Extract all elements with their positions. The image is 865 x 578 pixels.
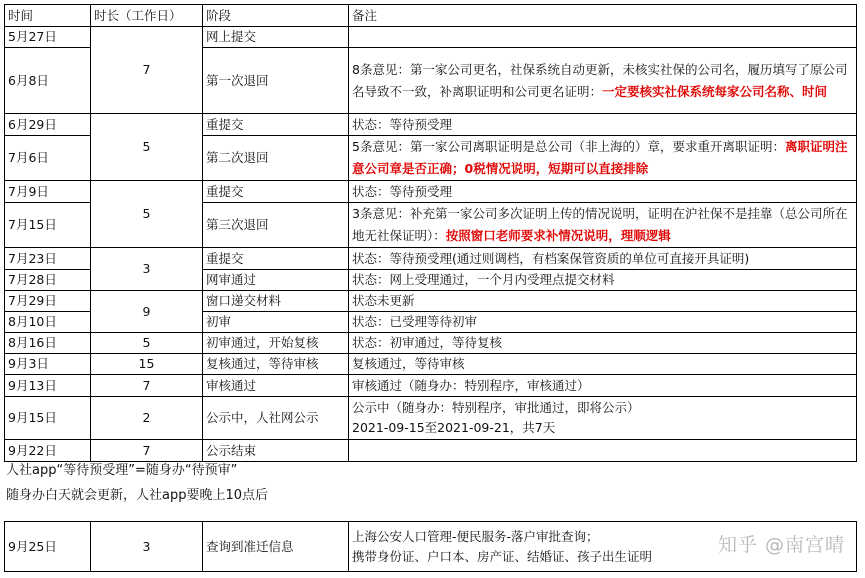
duration-cell: 5 [91, 181, 203, 248]
date-cell: 9月22日 [5, 440, 91, 462]
note-cell [349, 397, 857, 440]
stage-cell: 网上提交 [203, 27, 349, 48]
note-cell [349, 27, 857, 48]
header-note: 备注 [349, 5, 857, 27]
table-row [5, 354, 857, 375]
date-cell: 7月28日 [5, 270, 91, 291]
note-line: 携带身份证、户口本、房产证、结婚证、孩子出生证明 [352, 548, 653, 564]
table-row [5, 114, 857, 136]
header-time: 时间 [5, 5, 91, 27]
note-cell: 状态：初审通过，等待复核 [349, 333, 857, 354]
note-line: 2021-09-15至2021-09-21，共7天 [352, 420, 556, 435]
stage-cell: 初审 [203, 312, 349, 333]
table-header-row [5, 5, 857, 27]
note-line: 上海公安人口管理-便民服务-落户审批查询； [352, 528, 599, 544]
footnote-line: 随身办白天就会更新，人社app要晚上10点后 [6, 488, 269, 503]
note-text: 5条意见：第一家公司离职证明是总公司（非上海的）章，要求重开离职证明： [352, 139, 785, 154]
timeline-table [4, 4, 857, 462]
stage-cell: 网审通过 [203, 270, 349, 291]
date-cell: 6月29日 [5, 114, 91, 136]
table-row [5, 248, 857, 270]
note-highlight: 一定要核实社保系统每家公司名称、时间 [602, 83, 828, 99]
stage-cell: 重提交 [203, 248, 349, 270]
note-cell: 审核通过（随身办：特别程序，审核通过） [349, 375, 857, 397]
note-cell: 状态：已受理等待初审 [349, 312, 857, 333]
note-cell [349, 440, 857, 462]
note-cell [349, 203, 857, 248]
date-cell: 7月15日 [5, 203, 91, 248]
note-cell: 状态未更新 [349, 291, 857, 312]
duration-cell: 7 [91, 27, 203, 114]
date-cell: 7月29日 [5, 291, 91, 312]
stage-cell: 第一次退回 [203, 48, 349, 114]
duration-cell: 7 [91, 440, 203, 462]
table-row [5, 375, 857, 397]
table-row [5, 440, 857, 462]
table-row [5, 27, 857, 48]
table-row [5, 397, 857, 440]
table-row [5, 333, 857, 354]
date-cell: 9月3日 [5, 354, 91, 375]
date-cell: 8月10日 [5, 312, 91, 333]
date-cell: 7月23日 [5, 248, 91, 270]
stage-cell: 查询到准迁信息 [203, 522, 349, 572]
date-cell: 9月15日 [5, 397, 91, 440]
note-highlight: 按照窗口老师要求补情况说明，理顺逻辑 [445, 228, 671, 243]
stage-cell: 公示结束 [203, 440, 349, 462]
stage-cell: 初审通过，开始复核 [203, 333, 349, 354]
note-cell: 状态：等待预受理(通过则调档，有档案保管资质的单位可直接开具证明) [349, 248, 857, 270]
footnote-line: 人社app“等待预受理”=随身办“待预审” [6, 463, 238, 478]
duration-cell: 5 [91, 114, 203, 181]
note-cell: 状态：网上受理通过，一个月内受理点提交材料 [349, 270, 857, 291]
duration-cell: 9 [91, 291, 203, 333]
note-highlight: 离职证明注意公司章是否正确；0税情况说明，短期可以直接排除 [352, 139, 848, 176]
stage-cell: 第三次退回 [203, 203, 349, 248]
duration-cell: 3 [91, 522, 203, 572]
note-cell [349, 136, 857, 181]
duration-cell: 2 [91, 397, 203, 440]
note-cell [349, 48, 857, 114]
note-text: 3条意见：补充第一家公司多次证明上传的情况说明，证明在沪社保不是挂靠（总公司所在地无社保证明）： [352, 206, 848, 243]
note-line: 公示中（随身办：特别程序，审批通过，即将公示） [352, 400, 640, 415]
stage-cell: 第二次退回 [203, 136, 349, 181]
duration-cell: 5 [91, 333, 203, 354]
date-cell: 8月16日 [5, 333, 91, 354]
stage-cell: 重提交 [203, 114, 349, 136]
date-cell: 9月25日 [5, 522, 91, 572]
header-duration: 时长（工作日） [91, 5, 203, 27]
header-stage: 阶段 [203, 5, 349, 27]
note-cell: 状态：等待预受理 [349, 114, 857, 136]
duration-cell: 7 [91, 375, 203, 397]
note-cell: 复核通过，等待审核 [349, 354, 857, 375]
stage-cell: 审核通过 [203, 375, 349, 397]
stage-cell: 复核通过，等待审核 [203, 354, 349, 375]
table-row [5, 181, 857, 203]
date-cell: 7月9日 [5, 181, 91, 203]
table-row [5, 291, 857, 312]
watermark: 知乎 @南宫晴 [717, 534, 845, 556]
date-cell: 7月6日 [5, 136, 91, 181]
stage-cell: 窗口递交材料 [203, 291, 349, 312]
note-text: 8条意见：第一家公司更名，社保系统自动更新，未核实社保的公司名，履历填写了原公司名导致不一致，补离职证明和公司更名证明： [352, 61, 848, 99]
date-cell: 5月27日 [5, 27, 91, 48]
date-cell: 9月13日 [5, 375, 91, 397]
duration-cell: 3 [91, 248, 203, 291]
stage-cell: 重提交 [203, 181, 349, 203]
note-cell: 状态：等待预受理 [349, 181, 857, 203]
date-cell: 6月8日 [5, 48, 91, 114]
stage-cell: 公示中，人社网公示 [203, 397, 349, 440]
duration-cell: 15 [91, 354, 203, 375]
